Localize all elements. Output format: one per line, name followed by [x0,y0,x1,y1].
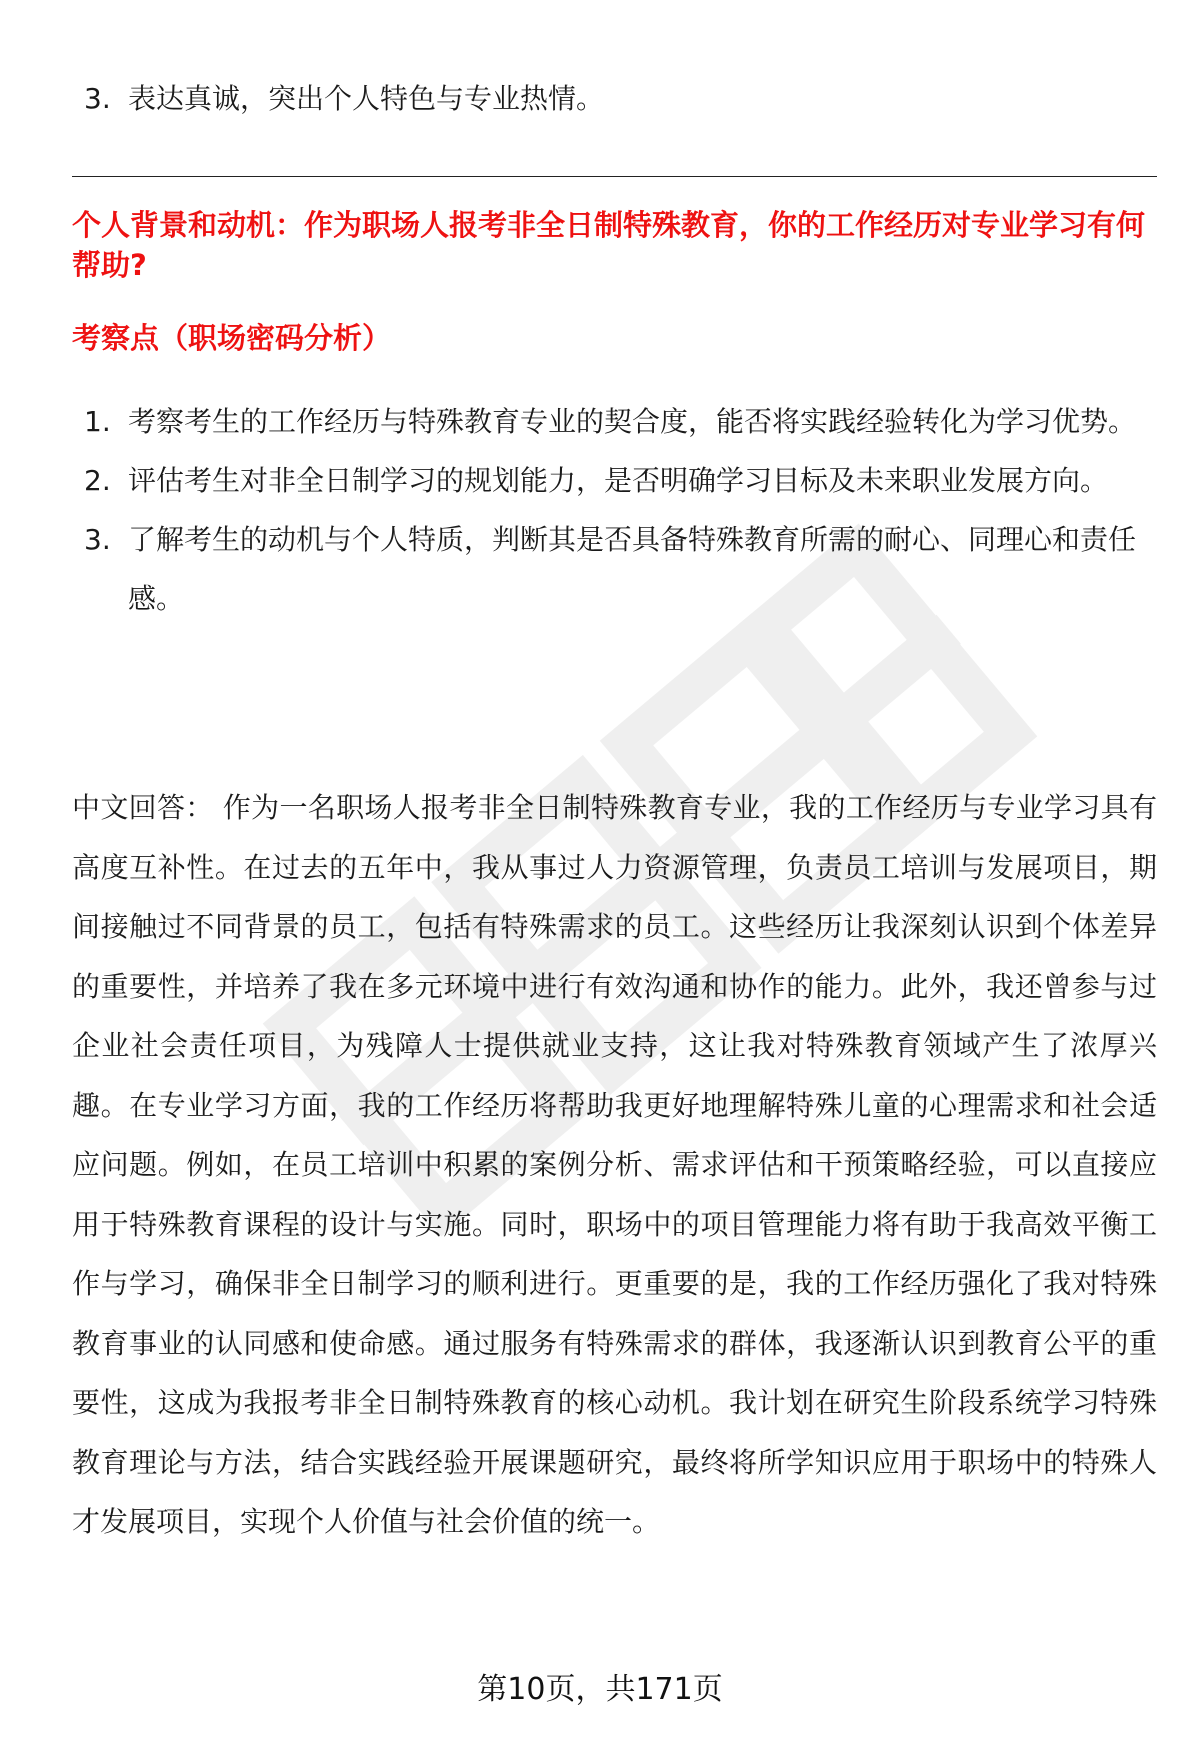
list-item-text: 了解考生的动机与个人特质，判断其是否具备特殊教育所需的耐心、同理心和责任感。 [128,523,1137,615]
examination-points-heading: 考察点（职场密码分析） [72,321,392,355]
list-number: 1. [84,405,111,438]
section-divider [72,176,1157,177]
list-number: 2. [84,464,111,497]
answer-paragraph: 中文回答： 作为一名职场人报考非全日制特殊教育专业，我的工作经历与专业学习具有高度互补性。在过去的五年中，我从事过人力资源管理，负责员工培训与发展项目，期间接触过不同背景的员工，包括有特殊需求的员工。这些经历让我深刻认识到个体差异的重要性，并培养了我在多元环境中进行有效沟通和协作的能力。此外，我还曾参与过企业社会责任项目，为残障人士提供就业支持，这让我对特殊教育领域产生了浓厚兴趣。在专业学习方面，我的工作经历将帮助我更好地理解特殊儿童的心理需求和社会适应问题。例如，在员工培训中积累的案例分析、需求评估和干预策略经验，可以直接应用于特殊教育课程的设计与实施。同时，职场中的项目管理能力将有助于我高效平衡工作与学习，确保非全日制学习的顺利进行。更重要的是，我的工作经历强化了我对特殊教育事业的认同感和使命感。通过服务有特殊需求的群体，我逐渐认识到教育公平的重要性，这成为我报考非全日制特殊教育的核心动机。我计划在研究生阶段系统学习特殊教育理论与方法，结合实践经验开展课题研究，最终将所学知识应用于职场中的特殊人才发展项目，实现个人价值与社会价值的统一。 [72,791,1157,1538]
list-item [84,451,1144,510]
list-item [84,392,1144,451]
list-item-text: 表达真诚，突出个人特色与专业热情。 [128,82,605,115]
question-heading: 个人背景和动机：作为职场人报考非全日制特殊教育，你的工作经历对专业学习有何帮助? [72,208,1146,282]
list-item [84,76,1144,122]
list-item-text: 考察考生的工作经历与特殊教育专业的契合度，能否将实践经验转化为学习优势。 [128,405,1137,438]
examination-points-list [84,392,1144,628]
list-number: 3. [84,523,111,556]
list-item [84,510,1144,628]
page-number: 第10页，共171页 [477,1672,723,1707]
list-number: 3. [84,82,111,115]
list-item-text: 评估考生对非全日制学习的规划能力，是否明确学习目标及未来职业发展方向。 [128,464,1109,497]
